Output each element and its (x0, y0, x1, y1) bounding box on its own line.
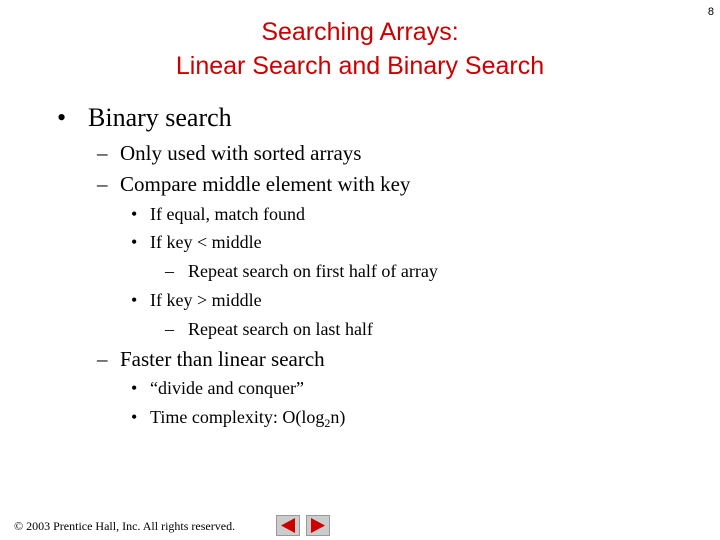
item-divide-conquer: “divide and conquer” (150, 378, 304, 398)
bullet-marker: • (57, 103, 67, 132)
bullet-marker: • (131, 407, 138, 427)
item-repeat-first-half: Repeat search on first half of array (188, 261, 438, 281)
bullet-marker: • (131, 378, 138, 398)
time-complexity-prefix: Time complexity: O(log (150, 407, 325, 427)
bullet-marker: • (131, 232, 138, 252)
slide-title-line1: Searching Arrays: (261, 18, 459, 46)
sub-bullet-faster: Faster than linear search (120, 347, 325, 371)
previous-slide-button[interactable] (276, 515, 300, 536)
item-repeat-last-half: Repeat search on last half (188, 319, 373, 339)
log-base: 2 (324, 416, 331, 430)
item-if-equal: If equal, match found (150, 204, 305, 224)
bullet-binary-search: Binary search (88, 103, 232, 132)
bullet-marker: • (131, 204, 138, 224)
dash-marker: – (97, 141, 108, 165)
dash-marker: – (165, 261, 174, 281)
dash-marker: – (97, 347, 108, 371)
page-number: 8 (707, 6, 714, 18)
item-time-complexity (150, 406, 345, 428)
item-if-key-less: If key < middle (150, 232, 262, 252)
sub-bullet-sorted-arrays: Only used with sorted arrays (120, 141, 362, 165)
dash-marker: – (165, 319, 174, 339)
time-complexity-suffix: n) (330, 407, 346, 427)
copyright-footer: © 2003 Prentice Hall, Inc. All rights reserved. (14, 519, 236, 533)
bullet-marker: • (131, 290, 138, 310)
next-slide-button[interactable] (306, 515, 330, 536)
triangle-right-icon (308, 517, 328, 534)
sub-bullet-compare-middle: Compare middle element with key (120, 172, 411, 196)
item-if-key-greater: If key > middle (150, 290, 262, 310)
slide-title-line2: Linear Search and Binary Search (175, 52, 545, 80)
dash-marker: – (97, 172, 108, 196)
triangle-left-icon (278, 517, 298, 534)
